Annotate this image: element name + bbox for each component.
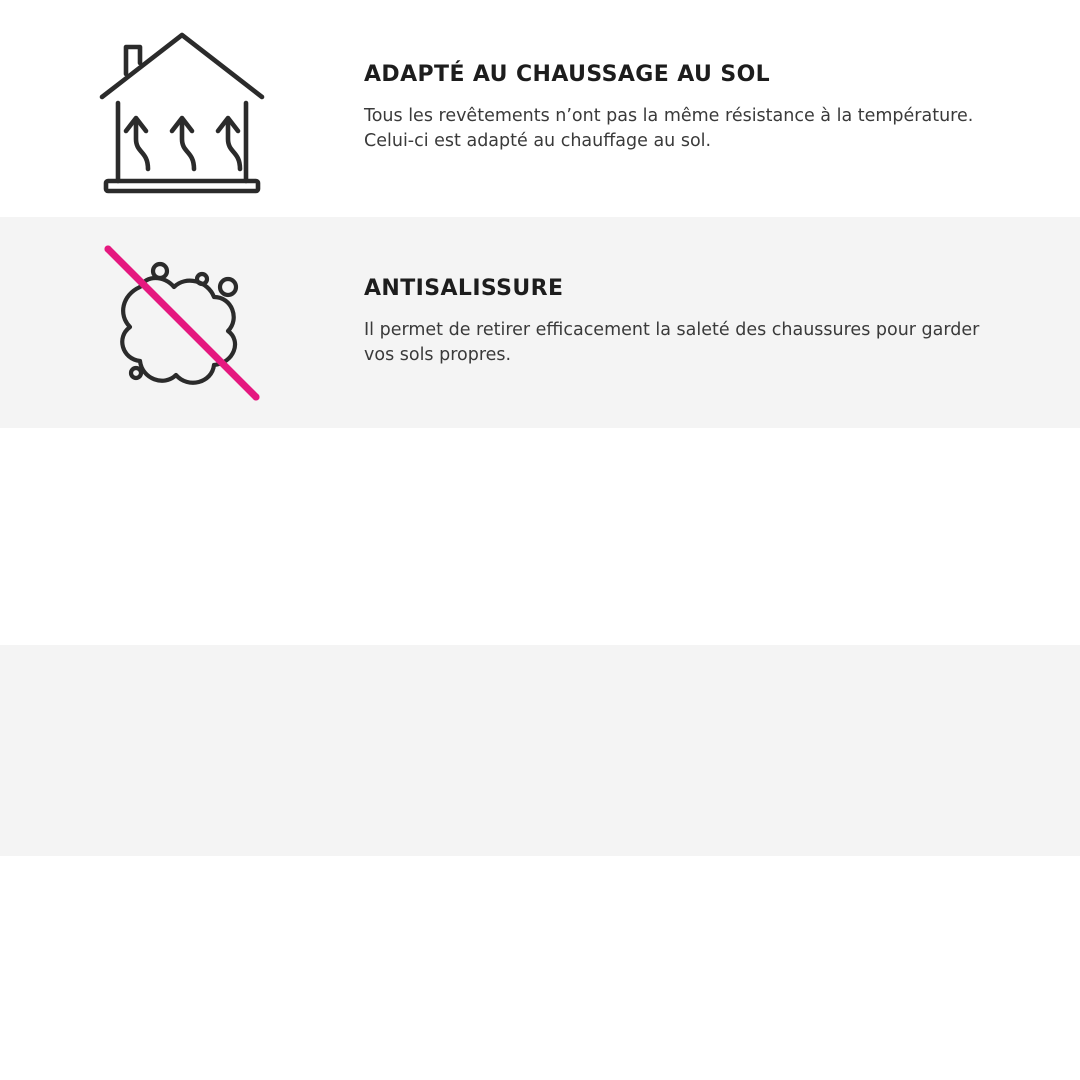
feature-text-cell — [364, 63, 1080, 154]
feature-row-empty — [0, 428, 1080, 645]
stain-resistant-crossed-splash-icon — [92, 233, 272, 413]
feature-title: ADAPTÉ AU CHAUSSAGE AU SOL — [364, 62, 771, 88]
feature-description: Tous les revêtements n’ont pas la même résistance à la température. Celui-ci est adapté au chauffage au sol. — [364, 106, 974, 152]
feature-row-empty — [0, 645, 1080, 856]
feature-icon-cell — [0, 856, 364, 1080]
feature-row-empty — [0, 856, 1080, 1080]
feature-row — [0, 217, 1080, 428]
feature-row — [0, 0, 1080, 217]
feature-description: Il permet de retirer efficacement la saleté des chaussures pour garder vos sols propres. — [364, 320, 980, 366]
house-underfloor-heating-icon — [92, 19, 272, 199]
feature-icon-cell — [0, 217, 364, 428]
feature-icon-cell — [0, 645, 364, 856]
feature-title: ANTISALISSURE — [364, 276, 564, 302]
feature-text-cell — [364, 277, 1080, 368]
feature-icon-cell — [0, 428, 364, 645]
feature-text-cell — [364, 528, 1080, 545]
feature-icon-cell — [0, 0, 364, 217]
feature-text-cell — [364, 742, 1080, 759]
feature-text-cell — [364, 960, 1080, 977]
